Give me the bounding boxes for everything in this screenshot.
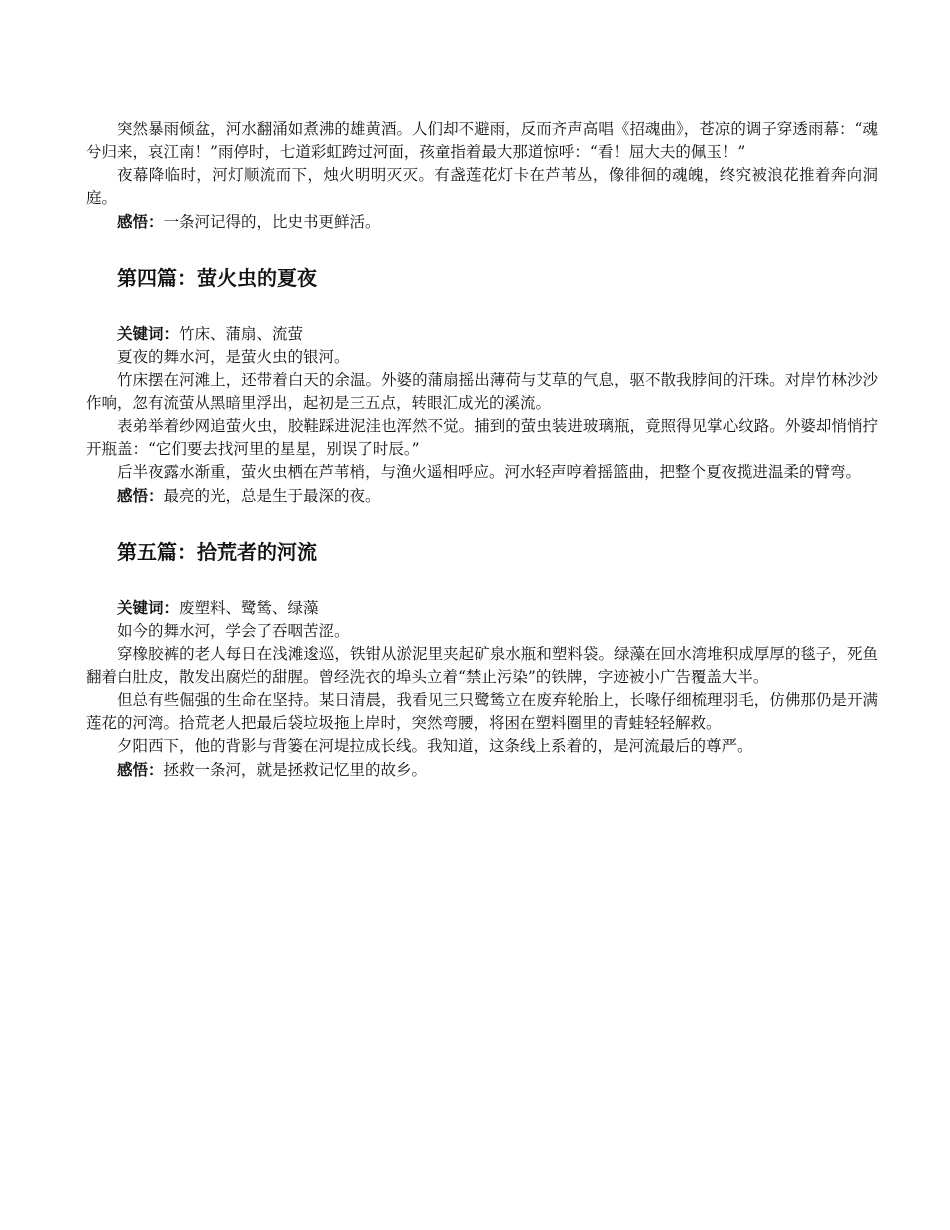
section-4-keywords (86, 322, 878, 346)
insight-text: 最亮的光，总是生于最深的夜。 (163, 487, 381, 505)
document-page (86, 118, 878, 782)
keywords-text: 竹床、蒲扇、流萤 (179, 325, 304, 343)
keywords-text: 废塑料、鹭鸶、绿藻 (179, 599, 319, 617)
insight-text: 一条河记得的，比史书更鲜活。 (163, 213, 381, 231)
section-4-paragraph-1: 夏夜的舞水河，是萤火虫的银河。 (117, 348, 350, 366)
intro-paragraph-2: 夜幕降临时，河灯顺流而下，烛火明明灭灭。有盏莲花灯卡在芦苇丛，像徘徊的魂魄，终究被浪花推着奔向洞庭。 (86, 166, 878, 207)
intro-insight (86, 210, 878, 234)
section-5-paragraph-2: 穿橡胶裤的老人每日在浅滩逡巡，铁钳从淤泥里夹起矿泉水瓶和塑料袋。绿藻在回水湾堆积成厚厚的毯子，死鱼翻着白肚皮，散发出腐烂的甜腥。曾经洗衣的埠头立着“禁止污染”的铁牌，字迹被小广告覆盖大半。 (86, 645, 878, 686)
insight-text: 拯救一条河，就是拯救记忆里的故乡。 (163, 761, 428, 779)
section-5-paragraph-1: 如今的舞水河，学会了吞咽苦涩。 (117, 622, 350, 640)
section-5-keywords (86, 596, 878, 620)
insight-label: 感悟： (117, 760, 164, 779)
section-4-title: 第四篇：萤火虫的夏夜 (117, 266, 317, 290)
section-5-paragraph-4: 夕阳西下，他的背影与背篓在河堤拉成长线。我知道，这条线上系着的，是河流最后的尊严。 (117, 737, 753, 755)
insight-label: 感悟： (117, 486, 164, 505)
section-5-title: 第五篇：拾荒者的河流 (117, 540, 317, 564)
section-4-paragraph-3: 表弟举着纱网追萤火虫，胶鞋踩进泥洼也浑然不觉。捕到的萤虫装进玻璃瓶，竟照得见掌心纹路。外婆却悄悄拧开瓶盖：“它们要去找河里的星星，别误了时辰。” (86, 417, 878, 458)
intro-paragraph-1: 突然暴雨倾盆，河水翻涌如煮沸的雄黄酒。人们却不避雨，反而齐声高唱《招魂曲》，苍凉的调子穿透雨幕：“魂兮归来，哀江南！”雨停时，七道彩虹跨过河面，孩童指着最大那道惊呼：“看！屈大夫的佩玉！” (86, 120, 878, 161)
section-4-paragraph-2: 竹床摆在河滩上，还带着白天的余温。外婆的蒲扇摇出薄荷与艾草的气息，驱不散我脖间的汗珠。对岸竹林沙沙作响，忽有流萤从黑暗里浮出，起初是三五点，转眼汇成光的溪流。 (86, 371, 878, 412)
section-5-paragraph-3: 但总有些倔强的生命在坚持。某日清晨，我看见三只鹭鸶立在废弃轮胎上，长喙仔细梳理羽毛，仿佛那仍是开满莲花的河湾。拾荒老人把最后袋垃圾拖上岸时，突然弯腰，将困在塑料圈里的青蛙轻轻解救。 (86, 691, 878, 732)
section-4-paragraph-4: 后半夜露水渐重，萤火虫栖在芦苇梢，与渔火遥相呼应。河水轻声哼着摇篮曲，把整个夏夜揽进温柔的臂弯。 (117, 463, 862, 481)
keywords-label: 关键词： (117, 598, 180, 617)
insight-label: 感悟： (117, 212, 164, 231)
keywords-label: 关键词： (117, 324, 180, 343)
section-4-insight (86, 484, 878, 508)
section-5-insight (86, 758, 878, 782)
